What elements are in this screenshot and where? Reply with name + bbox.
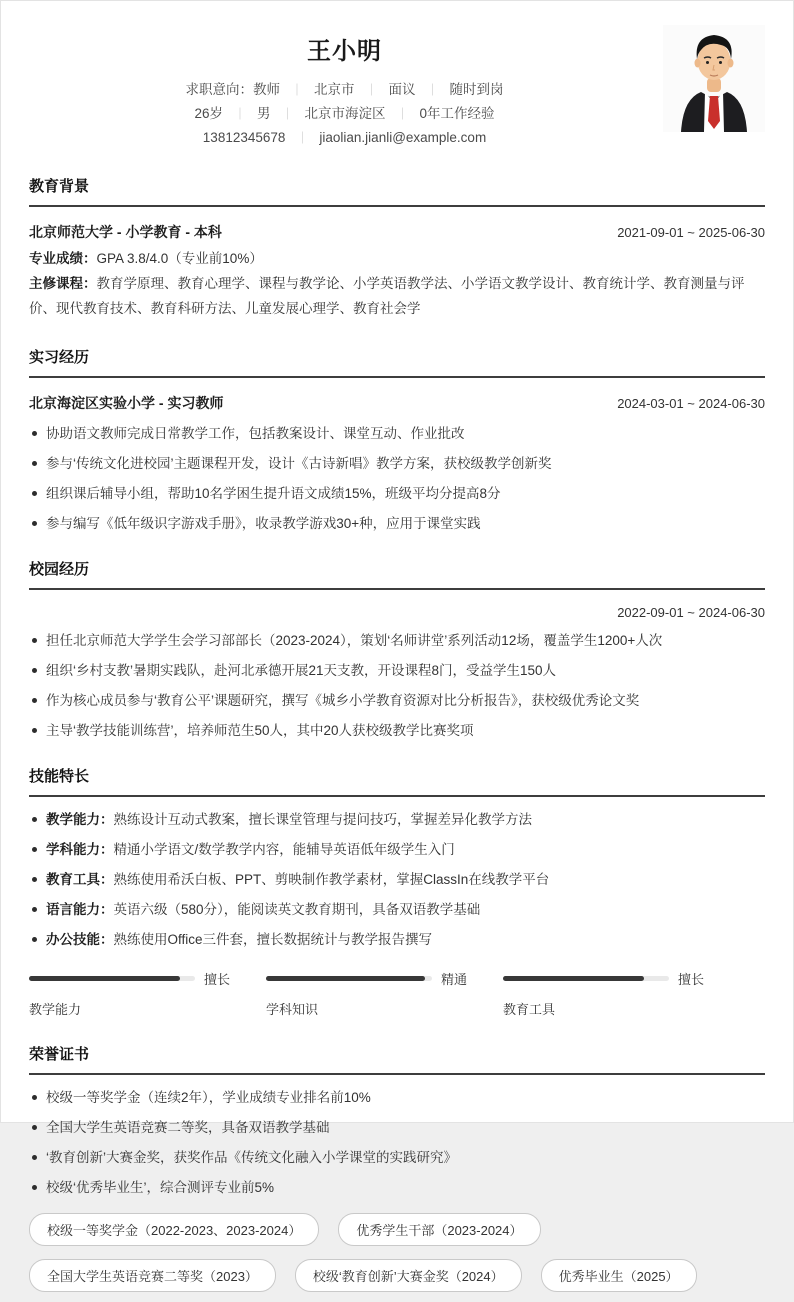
honor-badge: 全国大学生英语竞赛二等奖（2023） <box>29 1259 276 1292</box>
campus-bullet: 担任北京师范大学学生会学习部部长（2023-2024），策划‘名师讲堂’系列活动12场，覆盖学生1200+人次 <box>29 632 765 650</box>
honor-badges <box>29 1213 765 1302</box>
education-gpa-label: 专业成绩： <box>29 251 97 266</box>
job-intent-item: ｜ 随时到岗 <box>416 82 504 97</box>
job-intent-item: ｜ 北京市 <box>280 82 355 97</box>
education-school: 北京师范大学 - 小学教育 - 本科 <box>29 224 222 240</box>
section-title-education: 教育背景 <box>29 175 765 207</box>
profile-items <box>194 106 494 121</box>
skill-bar-name: 教学能力 <box>29 1002 82 1017</box>
skill-bar <box>29 969 247 1018</box>
skill-bar <box>266 969 484 1018</box>
skill-label: 语言能力： <box>46 902 114 917</box>
job-intent-label: 求职意向： <box>185 82 253 97</box>
skill-label: 教学能力： <box>46 812 114 827</box>
job-intent-item: 教师 <box>252 82 280 97</box>
skill-bar-level: 精通 <box>441 972 468 987</box>
honor-badge: 优秀学生干部（2023-2024） <box>338 1213 540 1246</box>
skill-bar-track <box>266 976 432 981</box>
internship-bullet: 协助语文教师完成日常教学工作，包括教案设计、课堂互动、作业批改 <box>29 425 765 443</box>
honor-badge: 校级‘教育创新’大赛金奖（2024） <box>295 1259 522 1292</box>
job-intent-item: ｜ 面议 <box>354 82 415 97</box>
skill-text: 熟练使用Office三件套，擅长数据统计与教学报告撰写 <box>113 932 433 947</box>
section-education <box>29 175 765 321</box>
profile-photo <box>663 25 765 132</box>
skill-bar-name: 学科知识 <box>266 1002 319 1017</box>
internship-bullet: 参与编写《低年级识字游戏手册》，收录教学游戏30+种，应用于课堂实践 <box>29 515 765 533</box>
education-courses-text: 教育学原理、教育心理学、课程与教学论、小学英语教学法、小学语文教学设计、教育统计学、教育测量与评价、现代教育技术、教育科研方法、儿童发展心理学、教育社会学 <box>29 276 745 316</box>
education-date: 2021-09-01 ~ 2025-06-30 <box>617 225 765 240</box>
contact-line <box>29 126 660 150</box>
honor-bullet: 全国大学生英语竞赛二等奖，具备双语教学基础 <box>29 1119 765 1137</box>
internship-bullet: 组织课后辅导小组，帮助10名学困生提升语文成绩15%，班级平均分提高8分 <box>29 485 765 503</box>
profile-item: ｜ 0年工作经验 <box>386 106 495 121</box>
campus-date: 2022-09-01 ~ 2024-06-30 <box>617 605 765 620</box>
skill-text: 英语六级（580分），能阅读英文教育期刊，具备双语教学基础 <box>113 902 481 917</box>
skill-label: 教育工具： <box>46 872 114 887</box>
skill-text: 熟练使用希沃白板、PPT、剪映制作教学素材，掌握ClassIn在线教学平台 <box>113 872 550 887</box>
honors-bullet-list <box>29 1089 765 1197</box>
skill-item <box>29 871 765 889</box>
campus-bullet: 主导‘教学技能训练营’，培养师范生50人，其中20人获校级教学比赛奖项 <box>29 722 765 740</box>
skill-bar-track <box>29 976 195 981</box>
internship-date: 2024-03-01 ~ 2024-06-30 <box>617 396 765 411</box>
contact-items <box>203 130 486 145</box>
skill-item <box>29 901 765 919</box>
education-courses-line <box>29 271 765 321</box>
skill-bar-fill <box>266 976 425 981</box>
profile-item: ｜ 北京市海淀区 <box>271 106 386 121</box>
skill-bar-level: 擅长 <box>678 972 705 987</box>
section-title-campus: 校园经历 <box>29 558 765 590</box>
internship-bullet: 参与‘传统文化进校园’主题课程开发，设计《古诗新唱》教学方案，获校级教学创新奖 <box>29 455 765 473</box>
candidate-name: 王小明 <box>307 38 382 65</box>
skill-text: 熟练设计互动式教案，擅长课堂管理与提问技巧，掌握差异化教学方法 <box>113 812 532 827</box>
honor-bullet: 校级一等奖学金（连续2年），学业成绩专业排名前10% <box>29 1089 765 1107</box>
skill-label: 学科能力： <box>46 842 114 857</box>
contact-item: ｜ jiaolian.jianli@example.com <box>285 130 486 145</box>
header-text-block <box>29 25 660 150</box>
honor-badge: 校级一等奖学金（2022-2023、2023-2024） <box>29 1213 319 1246</box>
skill-bar-track <box>503 976 669 981</box>
section-title-skills: 技能特长 <box>29 765 765 797</box>
section-honors <box>29 1043 765 1302</box>
section-title-internship: 实习经历 <box>29 346 765 378</box>
job-intent-line <box>29 78 660 102</box>
avatar-illustration <box>663 25 765 132</box>
skill-item <box>29 931 765 949</box>
education-courses-label: 主修课程： <box>29 276 97 291</box>
skills-list <box>29 811 765 949</box>
skill-bar-fill <box>503 976 644 981</box>
contact-item: 13812345678 <box>202 130 286 145</box>
skill-item <box>29 841 765 859</box>
skill-bar-level: 擅长 <box>204 972 231 987</box>
section-skills <box>29 765 765 1018</box>
resume-header <box>29 25 765 150</box>
job-intent-items <box>253 82 504 97</box>
campus-bullet: 作为核心成员参与‘教育公平’课题研究，撰写《城乡小学教育资源对比分析报告》，获校级优秀论文奖 <box>29 692 765 710</box>
honor-badge: 优秀毕业生（2025） <box>541 1259 697 1292</box>
internship-bullet-list <box>29 425 765 533</box>
section-internship <box>29 346 765 533</box>
honor-bullet: ‘教育创新’大赛金奖，获奖作品《传统文化融入小学课堂的实践研究》 <box>29 1149 765 1167</box>
campus-bullet-list <box>29 632 765 740</box>
education-gpa-line <box>29 246 765 271</box>
skill-bar-fill <box>29 976 180 981</box>
profile-item: 26岁 <box>194 106 223 121</box>
section-title-honors: 荣誉证书 <box>29 1043 765 1075</box>
skill-label: 办公技能： <box>46 932 114 947</box>
skill-item <box>29 811 765 829</box>
campus-bullet: 组织‘乡村支教’暑期实践队，赴河北承德开展21天支教，开设课程8门，受益学生150人 <box>29 662 765 680</box>
section-campus <box>29 558 765 740</box>
skill-bars <box>29 969 765 1018</box>
honor-bullet: 校级‘优秀毕业生’，综合测评专业前5% <box>29 1179 765 1197</box>
profile-line <box>29 102 660 126</box>
profile-item: ｜ 男 <box>223 106 271 121</box>
internship-org: 北京海淀区实验小学 - 实习教师 <box>29 395 224 411</box>
skill-text: 精通小学语文/数学教学内容，能辅导英语低年级学生入门 <box>113 842 455 857</box>
education-gpa-text: GPA 3.8/4.0（专业前10%） <box>96 251 263 266</box>
skill-bar-name: 教育工具 <box>503 1002 556 1017</box>
skill-bar <box>503 969 721 1018</box>
